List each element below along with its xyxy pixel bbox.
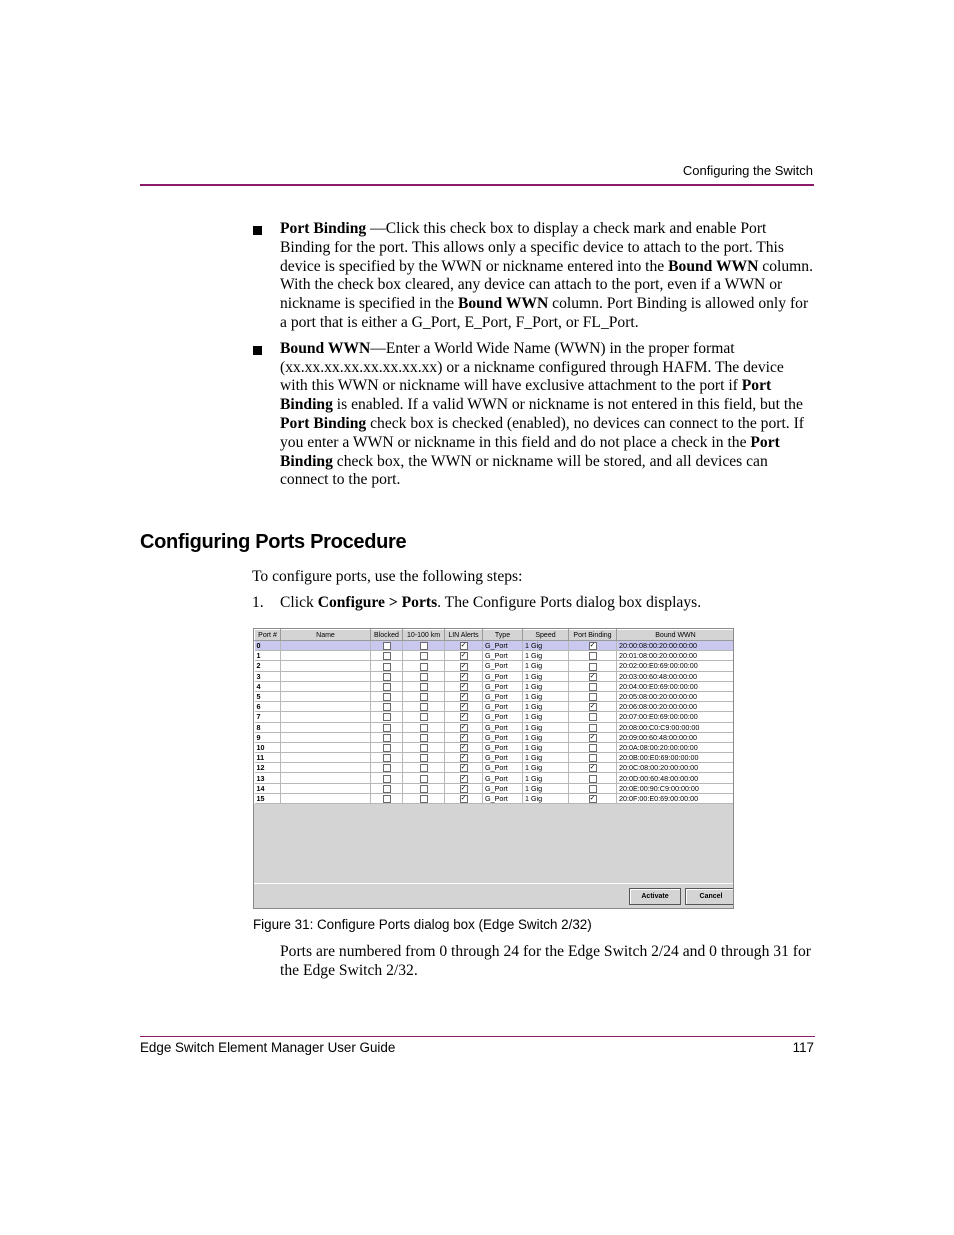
checkbox-cell <box>403 793 445 803</box>
lin-checkbox[interactable]: ✓ <box>460 764 467 772</box>
port-speed-select[interactable]: 1 Gig <box>523 691 569 701</box>
km-checkbox[interactable] <box>420 713 428 721</box>
column-header[interactable]: LIN Alerts <box>445 630 483 641</box>
lin-checkbox[interactable]: ✓ <box>460 744 467 752</box>
bullet-text: column. Port Binding is allowed only for a port that is either a G_Port, E_Port, F_Port, or FL_Port. <box>280 295 809 331</box>
checkbox-cell <box>403 651 445 661</box>
checkbox-cell <box>403 722 445 732</box>
checkbox-cell <box>445 661 483 671</box>
km-checkbox[interactable] <box>420 785 428 793</box>
checkbox-cell <box>371 732 403 742</box>
port-binding-checkbox[interactable] <box>589 744 597 752</box>
checkbox-cell <box>371 661 403 671</box>
bullet-bold: Port Binding <box>280 414 367 432</box>
port-name-field[interactable] <box>281 681 371 691</box>
column-header[interactable]: Type <box>483 630 523 641</box>
km-checkbox[interactable] <box>420 703 428 711</box>
port-speed-select[interactable]: 1 Gig <box>523 722 569 732</box>
checkbox-cell <box>445 702 483 712</box>
column-header[interactable]: Blocked <box>371 630 403 641</box>
checkbox-cell <box>569 702 617 712</box>
port-binding-checkbox[interactable] <box>589 683 597 691</box>
step-bold: Configure > Ports <box>317 594 438 611</box>
port-type-select[interactable]: G_Port <box>483 742 523 752</box>
column-header[interactable]: Port Binding <box>569 630 617 641</box>
checkbox-cell <box>445 722 483 732</box>
port-name-field[interactable] <box>281 742 371 752</box>
checkbox-cell <box>403 763 445 773</box>
port-number: 6 <box>255 702 281 712</box>
port-speed-select[interactable]: 1 Gig <box>523 661 569 671</box>
port-type-select[interactable]: G_Port <box>483 763 523 773</box>
lin-checkbox[interactable]: ✓ <box>460 703 467 711</box>
checkbox-cell <box>403 712 445 722</box>
checkbox-cell <box>569 742 617 752</box>
port-number: 3 <box>255 671 281 681</box>
checkbox-cell <box>371 783 403 793</box>
footer-rule <box>140 1036 815 1037</box>
checkbox-cell <box>403 691 445 701</box>
port-speed-select[interactable]: 1 Gig <box>523 793 569 803</box>
port-binding-checkbox[interactable] <box>589 693 597 701</box>
checkbox-cell <box>569 671 617 681</box>
port-type-select[interactable]: G_Port <box>483 641 523 651</box>
checkbox-cell <box>371 742 403 752</box>
lin-checkbox[interactable]: ✓ <box>460 672 467 680</box>
bullet-term: Port Binding <box>280 220 367 237</box>
checkbox-cell <box>569 681 617 691</box>
bullet-bold: Port Binding <box>280 377 772 414</box>
blocked-checkbox[interactable] <box>383 673 391 681</box>
dialog-button-bar <box>254 883 733 908</box>
port-name-field[interactable] <box>281 722 371 732</box>
table-row[interactable] <box>255 753 735 763</box>
lin-checkbox[interactable]: ✓ <box>460 754 467 762</box>
table-row[interactable] <box>255 651 735 661</box>
port-type-select[interactable]: G_Port <box>483 722 523 732</box>
bullet-bold: Bound WWN <box>668 257 759 275</box>
bullet-square-icon <box>253 226 262 235</box>
bullet-list <box>252 220 814 497</box>
checkbox-cell <box>403 753 445 763</box>
port-type-select[interactable]: G_Port <box>483 691 523 701</box>
checkbox-cell <box>371 722 403 732</box>
bullet-text: check box, the WWN or nickname will be stored, and all devices can connect to the port. <box>280 452 768 489</box>
column-header[interactable]: Port # <box>255 630 281 641</box>
bullet-bold: Port Binding <box>280 433 780 470</box>
bullet-square-icon <box>253 346 262 355</box>
km-checkbox[interactable] <box>420 693 428 701</box>
blocked-checkbox[interactable] <box>383 642 391 650</box>
bullet-text: is enabled. If a valid WWN or nickname is not entered in this field, but the <box>332 396 803 414</box>
column-header[interactable]: Speed <box>523 630 569 641</box>
port-name-field[interactable] <box>281 793 371 803</box>
bound-wwn-field[interactable]: 20:05:08:00:20:00:00:00 <box>617 691 735 701</box>
checkbox-cell <box>445 732 483 742</box>
bullet-text: —Click this check box to display a check mark and enable Port Binding for the port. This allows only a specific device to attach to the port. This device is specified by the WWN or nickname entered into the <box>280 220 784 275</box>
port-speed-select[interactable]: 1 Gig <box>523 712 569 722</box>
checkbox-cell <box>445 691 483 701</box>
km-checkbox[interactable] <box>420 673 428 681</box>
running-header: Configuring the Switch <box>682 163 813 178</box>
port-name-field[interactable] <box>281 783 371 793</box>
checkbox-cell <box>403 681 445 691</box>
port-name-field[interactable] <box>281 712 371 722</box>
table-row[interactable] <box>255 641 735 651</box>
blocked-checkbox[interactable] <box>383 744 391 752</box>
column-header[interactable]: 10-100 km <box>403 630 445 641</box>
blocked-checkbox[interactable] <box>383 713 391 721</box>
cancel-button[interactable]: Cancel <box>685 888 734 905</box>
port-type-select[interactable]: G_Port <box>483 702 523 712</box>
port-binding-checkbox[interactable] <box>589 652 597 660</box>
checkbox-cell <box>403 661 445 671</box>
header-rule <box>140 184 814 186</box>
table-row[interactable] <box>255 712 735 722</box>
port-binding-checkbox[interactable] <box>589 663 597 671</box>
ports-table <box>254 629 734 804</box>
lin-checkbox[interactable]: ✓ <box>460 713 467 721</box>
port-binding-checkbox[interactable] <box>589 713 597 721</box>
checkbox-cell <box>569 691 617 701</box>
port-name-field[interactable] <box>281 702 371 712</box>
bullet-text: —Enter a World Wide Name (WWN) in the proper format (xx.xx.xx.xx.xx.xx.xx.xx) or a nickname configured through HAFM. The device with this WWN or nickname will have exclusive attachment to the port if <box>280 339 784 395</box>
checkbox-cell <box>371 773 403 783</box>
lin-checkbox[interactable]: ✓ <box>460 682 467 690</box>
bound-wwn-field[interactable]: 20:0B:00:E0:69:00:00:00 <box>617 753 735 763</box>
bound-wwn-field[interactable]: 20:0A:08:00:20:00:00:00 <box>617 742 735 752</box>
blocked-checkbox[interactable] <box>383 693 391 701</box>
bound-wwn-field[interactable]: 20:0F:00:E0:69:00:00:00 <box>617 793 735 803</box>
column-header[interactable]: Bound WWN <box>617 630 735 641</box>
port-type-select[interactable]: G_Port <box>483 783 523 793</box>
table-row[interactable] <box>255 732 735 742</box>
checkbox-cell <box>403 773 445 783</box>
port-binding-checkbox[interactable]: ✓ <box>589 794 596 802</box>
table-row[interactable] <box>255 681 735 691</box>
bound-wwn-field[interactable]: 20:09:00:60:48:00:00:00 <box>617 732 735 742</box>
table-row[interactable] <box>255 671 735 681</box>
lin-checkbox[interactable]: ✓ <box>460 784 467 792</box>
lin-checkbox[interactable]: ✓ <box>460 642 467 650</box>
checkbox-cell <box>569 753 617 763</box>
body-paragraph: Ports are numbered from 0 through 24 for the Edge Switch 2/24 and 0 through 31 for the Edge Switch 2/32. <box>280 943 811 979</box>
bullet-bold: Bound WWN <box>457 295 549 313</box>
km-checkbox[interactable] <box>420 764 428 772</box>
port-number: 15 <box>255 793 281 803</box>
activate-button[interactable]: Activate <box>629 888 681 905</box>
footer-title: Edge Switch Element Manager User Guide <box>140 1040 396 1055</box>
blocked-checkbox[interactable] <box>383 703 391 711</box>
port-speed-select[interactable]: 1 Gig <box>523 681 569 691</box>
port-binding-checkbox[interactable] <box>589 754 597 762</box>
checkbox-cell <box>371 753 403 763</box>
bound-wwn-field[interactable]: 20:07:00:E0:69:00:00:00 <box>617 712 735 722</box>
table-row[interactable] <box>255 661 735 671</box>
km-checkbox[interactable] <box>420 724 428 732</box>
port-speed-select[interactable]: 1 Gig <box>523 753 569 763</box>
blocked-checkbox[interactable] <box>383 724 391 732</box>
port-name-field[interactable] <box>281 773 371 783</box>
port-number: 10 <box>255 742 281 752</box>
checkbox-cell <box>569 763 617 773</box>
checkbox-cell <box>371 651 403 661</box>
port-number: 0 <box>255 641 281 651</box>
step-1 <box>252 594 701 612</box>
checkbox-cell <box>371 681 403 691</box>
port-name-field[interactable] <box>281 763 371 773</box>
bullet-port-binding <box>252 220 814 333</box>
port-binding-checkbox[interactable]: ✓ <box>589 733 596 741</box>
lin-checkbox[interactable]: ✓ <box>460 774 467 782</box>
checkbox-cell <box>371 691 403 701</box>
checkbox-cell <box>445 671 483 681</box>
checkbox-cell <box>403 732 445 742</box>
port-number: 13 <box>255 773 281 783</box>
lin-checkbox[interactable]: ✓ <box>460 723 467 731</box>
blocked-checkbox[interactable] <box>383 652 391 660</box>
checkbox-cell <box>371 702 403 712</box>
table-row[interactable] <box>255 793 735 803</box>
port-name-field[interactable] <box>281 732 371 742</box>
step-text: Click <box>280 594 318 611</box>
blocked-checkbox[interactable] <box>383 764 391 772</box>
checkbox-cell <box>445 763 483 773</box>
port-speed-select[interactable]: 1 Gig <box>523 763 569 773</box>
port-number: 14 <box>255 783 281 793</box>
bound-wwn-field[interactable]: 20:00:08:00:20:00:00:00 <box>617 641 735 651</box>
checkbox-cell <box>403 702 445 712</box>
bound-wwn-field[interactable]: 20:01:08:00:20:00:00:00 <box>617 651 735 661</box>
lin-checkbox[interactable]: ✓ <box>460 794 467 802</box>
port-name-field[interactable] <box>281 661 371 671</box>
port-number: 7 <box>255 712 281 722</box>
bound-wwn-field[interactable]: 20:0C:08:00:20:00:00:00 <box>617 763 735 773</box>
port-binding-checkbox[interactable] <box>589 785 597 793</box>
blocked-checkbox[interactable] <box>383 775 391 783</box>
port-speed-select[interactable]: 1 Gig <box>523 702 569 712</box>
table-row[interactable] <box>255 702 735 712</box>
checkbox-cell <box>371 712 403 722</box>
lin-checkbox[interactable]: ✓ <box>460 693 467 701</box>
checkbox-cell <box>445 651 483 661</box>
blocked-checkbox[interactable] <box>383 785 391 793</box>
km-checkbox[interactable] <box>420 652 428 660</box>
table-row[interactable] <box>255 722 735 732</box>
table-row[interactable] <box>255 742 735 752</box>
port-number: 2 <box>255 661 281 671</box>
port-number: 9 <box>255 732 281 742</box>
bound-wwn-field[interactable]: 20:04:00:E0:69:00:00:00 <box>617 681 735 691</box>
port-name-field[interactable] <box>281 651 371 661</box>
configure-ports-dialog <box>253 628 734 909</box>
checkbox-cell <box>403 671 445 681</box>
port-number: 1 <box>255 651 281 661</box>
port-binding-checkbox[interactable]: ✓ <box>589 764 596 772</box>
port-type-select[interactable]: G_Port <box>483 732 523 742</box>
lin-checkbox[interactable]: ✓ <box>460 662 467 670</box>
blocked-checkbox[interactable] <box>383 754 391 762</box>
checkbox-cell <box>569 783 617 793</box>
port-type-select[interactable]: G_Port <box>483 712 523 722</box>
port-number: 4 <box>255 681 281 691</box>
lin-checkbox[interactable]: ✓ <box>460 652 467 660</box>
checkbox-cell <box>569 722 617 732</box>
checkbox-cell <box>569 793 617 803</box>
km-checkbox[interactable] <box>420 744 428 752</box>
bound-wwn-field[interactable]: 20:06:08:00:20:00:00:00 <box>617 702 735 712</box>
port-type-select[interactable]: G_Port <box>483 773 523 783</box>
port-binding-checkbox[interactable] <box>589 724 597 732</box>
checkbox-cell <box>569 712 617 722</box>
port-speed-select[interactable]: 1 Gig <box>523 651 569 661</box>
port-name-field[interactable] <box>281 671 371 681</box>
checkbox-cell <box>445 793 483 803</box>
port-type-select[interactable]: G_Port <box>483 753 523 763</box>
port-number: 12 <box>255 763 281 773</box>
port-number: 8 <box>255 722 281 732</box>
bound-wwn-field[interactable]: 20:0D:00:60:48:00:00:00 <box>617 773 735 783</box>
ports-table-body <box>255 641 735 804</box>
km-checkbox[interactable] <box>420 795 428 803</box>
table-row[interactable] <box>255 783 735 793</box>
port-binding-checkbox[interactable] <box>589 775 597 783</box>
blocked-checkbox[interactable] <box>383 683 391 691</box>
port-binding-checkbox[interactable]: ✓ <box>589 672 596 680</box>
figure-caption: Figure 31: Configure Ports dialog box (Edge Switch 2/32) <box>253 917 592 932</box>
bullet-term: Bound WWN <box>280 339 371 357</box>
port-name-field[interactable] <box>281 641 371 651</box>
checkbox-cell <box>569 773 617 783</box>
checkbox-cell <box>445 753 483 763</box>
port-type-select[interactable]: G_Port <box>483 681 523 691</box>
checkbox-cell <box>371 671 403 681</box>
bound-wwn-field[interactable]: 20:0E:00:90:C9:00:00:00 <box>617 783 735 793</box>
port-number: 11 <box>255 753 281 763</box>
port-speed-select[interactable]: 1 Gig <box>523 732 569 742</box>
port-speed-select[interactable]: 1 Gig <box>523 773 569 783</box>
checkbox-cell <box>403 641 445 651</box>
port-type-select[interactable]: G_Port <box>483 651 523 661</box>
checkbox-cell <box>569 641 617 651</box>
port-speed-select[interactable]: 1 Gig <box>523 671 569 681</box>
checkbox-cell <box>403 783 445 793</box>
port-type-select[interactable]: G_Port <box>483 793 523 803</box>
blocked-checkbox[interactable] <box>383 795 391 803</box>
table-row[interactable] <box>255 773 735 783</box>
km-checkbox[interactable] <box>420 775 428 783</box>
port-speed-select[interactable]: 1 Gig <box>523 742 569 752</box>
km-checkbox[interactable] <box>420 642 428 650</box>
port-name-field[interactable] <box>281 753 371 763</box>
checkbox-cell <box>371 763 403 773</box>
port-speed-select[interactable]: 1 Gig <box>523 783 569 793</box>
step-number: 1. <box>252 594 264 611</box>
page-number: 117 <box>792 1040 814 1055</box>
section-heading: Configuring Ports Procedure <box>140 531 407 553</box>
km-checkbox[interactable] <box>420 663 428 671</box>
lin-checkbox[interactable]: ✓ <box>460 733 467 741</box>
bullet-text: check box is checked (enabled), no devices can connect to the port. If you enter a WWN or nickname in this field and do not place a check in the <box>280 414 804 451</box>
intro-text: To configure ports, use the following steps: <box>252 568 523 585</box>
bound-wwn-field[interactable]: 20:08:00:C0:C9:00:00:00 <box>617 722 735 732</box>
bullet-text: column. With the check box cleared, any device can attach to the port, even if a WWN or nickname is specified in the <box>280 257 813 313</box>
port-binding-checkbox[interactable]: ✓ <box>589 703 596 711</box>
port-name-field[interactable] <box>281 691 371 701</box>
checkbox-cell <box>445 773 483 783</box>
km-checkbox[interactable] <box>420 683 428 691</box>
bound-wwn-field[interactable]: 20:02:00:E0:69:00:00:00 <box>617 661 735 671</box>
km-checkbox[interactable] <box>420 754 428 762</box>
checkbox-cell <box>371 641 403 651</box>
bound-wwn-field[interactable]: 20:03:00:60:48:00:00:00 <box>617 671 735 681</box>
checkbox-cell <box>445 681 483 691</box>
checkbox-cell <box>445 742 483 752</box>
km-checkbox[interactable] <box>420 734 428 742</box>
checkbox-cell <box>445 783 483 793</box>
table-header-row <box>255 630 735 641</box>
checkbox-cell <box>371 793 403 803</box>
checkbox-cell <box>569 661 617 671</box>
table-row[interactable] <box>255 691 735 701</box>
checkbox-cell <box>445 641 483 651</box>
table-row[interactable] <box>255 763 735 773</box>
bullet-bound-wwn <box>252 340 814 490</box>
port-type-select[interactable]: G_Port <box>483 661 523 671</box>
checkbox-cell <box>403 742 445 752</box>
port-number: 5 <box>255 691 281 701</box>
port-type-select[interactable]: G_Port <box>483 671 523 681</box>
checkbox-cell <box>569 651 617 661</box>
port-speed-select[interactable]: 1 Gig <box>523 641 569 651</box>
port-binding-checkbox[interactable]: ✓ <box>589 642 596 650</box>
blocked-checkbox[interactable] <box>383 663 391 671</box>
column-header[interactable]: Name <box>281 630 371 641</box>
blocked-checkbox[interactable] <box>383 734 391 742</box>
step-text: . The Configure Ports dialog box displays. <box>437 594 702 611</box>
checkbox-cell <box>445 712 483 722</box>
checkbox-cell <box>569 732 617 742</box>
